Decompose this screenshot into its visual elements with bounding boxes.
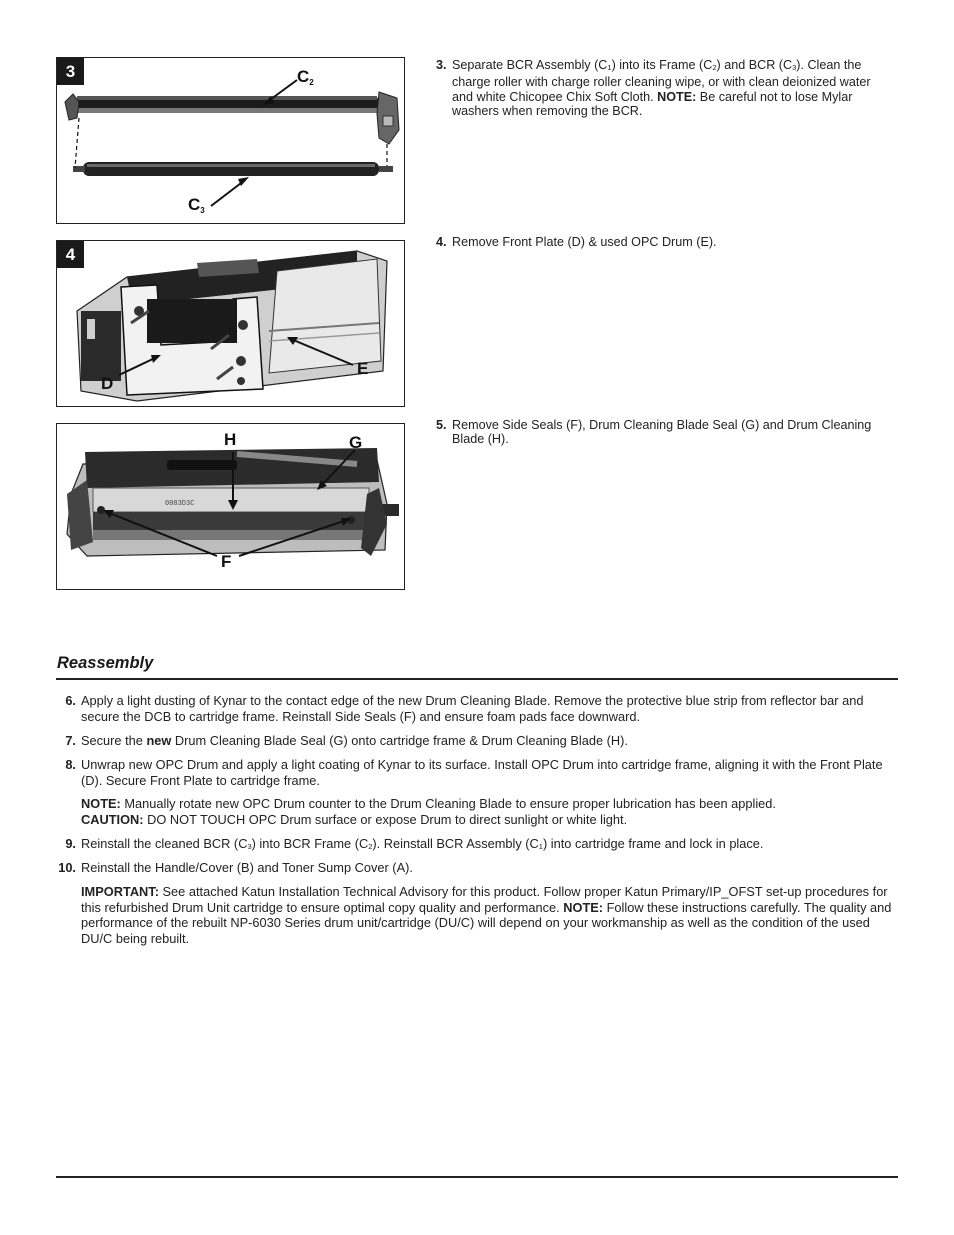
step-9 xyxy=(56,836,898,855)
step-text: Secure the new Drum Cleaning Blade Seal (G) onto cartridge frame & Drum Cleaning Blade (H). xyxy=(81,733,628,748)
label-f: F xyxy=(221,552,232,571)
step-text: Unwrap new OPC Drum and apply a light coating of Kynar to its surface. Install OPC Drum into cartridge frame, aligning it with the Front Plate (D). Secure Front Plate to cartridge frame. xyxy=(81,757,883,788)
cleaning-blade-photo xyxy=(57,424,405,590)
step-number: 9. xyxy=(65,836,76,851)
divider xyxy=(56,678,898,680)
step-8-note: NOTE: Manually rotate new OPC Drum counter to the Drum Cleaning Blade to ensure proper lubrication has been applied. CAUTION: DO NOT TOUCH OPC Drum surface or expose Drum to direct sunlight or white light. xyxy=(81,796,776,827)
step-number: 7. xyxy=(65,733,76,748)
front-plate-photo xyxy=(57,241,405,407)
step-8 xyxy=(56,757,898,788)
label-e: E xyxy=(357,359,369,378)
step-3 xyxy=(436,58,892,118)
step-number: 8. xyxy=(65,757,76,772)
section-heading: Reassembly xyxy=(57,654,154,672)
step-7 xyxy=(56,733,898,749)
blade-marking: 0083D3C xyxy=(165,500,195,508)
step-6 xyxy=(56,693,898,724)
step-text: Remove Front Plate (D) & used OPC Drum (E). xyxy=(452,235,717,249)
bcr-assembly-photo xyxy=(57,58,405,224)
step-text: Remove Side Seals (F), Drum Cleaning Blade Seal (G) and Drum Cleaning Blade (H). xyxy=(452,418,872,447)
step-text: Apply a light dusting of Kynar to the contact edge of the new Drum Cleaning Blade. Remove the protective blue strip from reflector bar and secure the DCB to cartridge frame. Reinstall Side Seals (F) and ensure foam pads face downward. xyxy=(81,693,864,724)
step-text: Separate BCR Assembly (C1) into its Frame (C2) and BCR (C3). Clean the charge roller with charge roller cleaning wipe, or with clean deionized water and white Chicopee Chix Soft Cloth. NOTE: Be careful not to lose Mylar washers when removing the BCR. xyxy=(452,58,871,118)
figure-3-bcr-assembly xyxy=(56,57,405,224)
step-5 xyxy=(436,418,892,447)
figure-3-badge: 3 xyxy=(57,58,84,85)
label-h: H xyxy=(224,430,237,449)
step-number: 4. xyxy=(436,235,447,249)
step-4 xyxy=(436,235,892,249)
label-c2: C2 xyxy=(297,67,314,87)
footer-divider xyxy=(56,1176,898,1178)
step-number: 5. xyxy=(436,418,447,432)
label-g: G xyxy=(349,433,363,452)
step-number: 3. xyxy=(436,58,447,72)
step-number: 10. xyxy=(58,860,76,875)
label-d: D xyxy=(101,374,114,393)
step-10 xyxy=(56,860,898,876)
label-c3: C3 xyxy=(188,195,205,215)
step-text: Reinstall the Handle/Cover (B) and Toner Sump Cover (A). xyxy=(81,860,413,875)
step-text: Reinstall the cleaned BCR (C3) into BCR Frame (C2). Reinstall BCR Assembly (C1) into cartridge frame and lock in place. xyxy=(81,836,764,851)
figure-4-badge: 4 xyxy=(57,241,84,268)
step-number: 6. xyxy=(65,693,76,708)
figure-5-cleaning-blade xyxy=(56,423,405,590)
important-note: IMPORTANT: See attached Katun Installation Technical Advisory for this product. Follow proper Katun Primary/IP_OFST set-up procedures for this refurbished Drum Unit cartridge to ensure optimal copy quality and performance. NOTE: Follow these instructions carefully. The quality and performance of the rebuilt NP-6030 Series drum unit/cartridge (DU/C) will depend on your workmanship as well as the condition of the used DU/C being rebuilt. xyxy=(81,884,892,946)
figure-4-front-plate xyxy=(56,240,405,407)
